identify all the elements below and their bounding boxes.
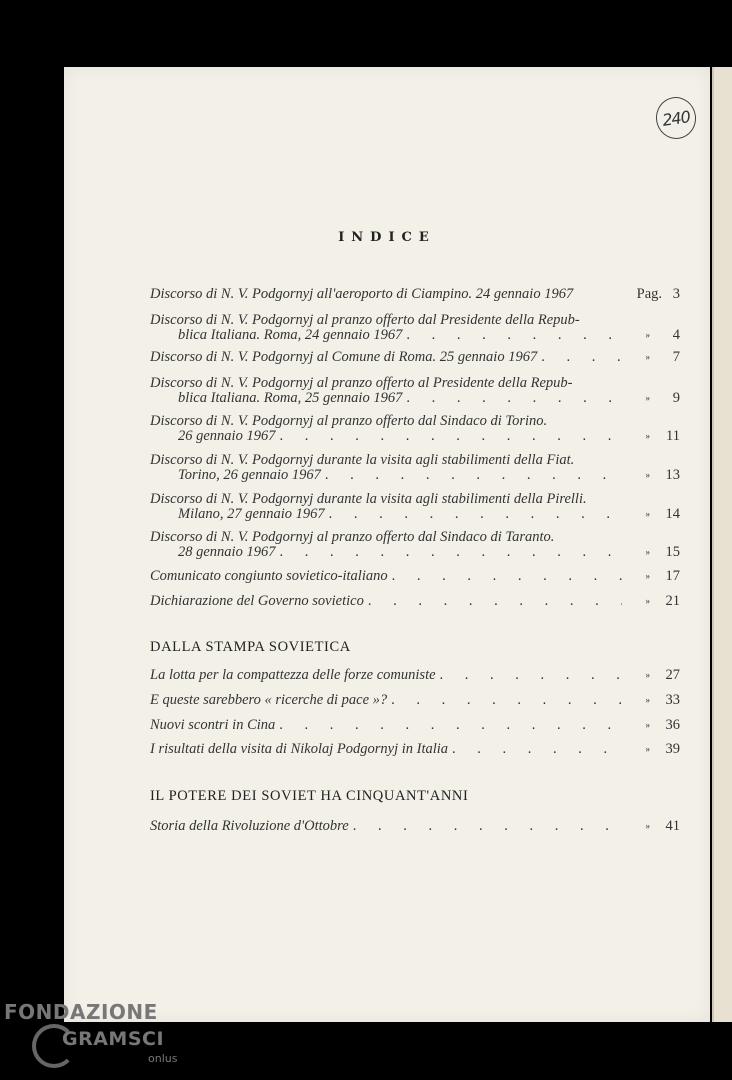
leader-dots xyxy=(452,742,622,757)
toc-entry xyxy=(150,313,680,343)
leader-dots xyxy=(406,328,622,343)
toc-entry-text: Discorso di N. V. Podgornyj al pranzo offerto dal Sindaco di Taranto. xyxy=(150,529,555,545)
toc-entry-page: 14 xyxy=(665,506,680,522)
toc-entry-page: 13 xyxy=(665,467,680,483)
toc-entry-page: 21 xyxy=(665,593,680,609)
ditto-mark: » xyxy=(645,547,650,557)
toc-entry-text: Discorso di N. V. Podgornyj al pranzo offerto dal Presidente della Repub- xyxy=(150,312,580,328)
ditto-mark: » xyxy=(645,596,650,606)
toc-entry-text: Comunicato congiunto sovietico-italiano xyxy=(150,568,388,584)
toc-entry-page: 41 xyxy=(665,818,680,834)
leader-dots xyxy=(368,594,622,609)
toc-entry-page: 36 xyxy=(665,717,680,733)
toc-entry xyxy=(150,287,680,302)
toc-entry-text: Discorso di N. V. Podgornyj durante la visita agli stabilimenti della Fiat. xyxy=(150,452,575,468)
leader-dots xyxy=(279,545,622,560)
toc-entry-text: Nuovi scontri in Cina xyxy=(150,717,276,733)
toc-entry-text: Discorso di N. V. Podgornyj all'aeroporto di Ciampino. 24 gennaio 1967 xyxy=(150,286,574,302)
watermark-line2: GRAMSCI xyxy=(62,1028,165,1050)
ditto-mark: » xyxy=(645,821,650,831)
toc-entry-text: Discorso di N. V. Podgornyj al pranzo offerto al Presidente della Repub- xyxy=(150,375,573,391)
ditto-mark: » xyxy=(645,670,650,680)
leader-dots xyxy=(325,468,622,483)
leader-dots xyxy=(392,569,622,584)
ditto-mark: » xyxy=(645,571,650,581)
toc-entry xyxy=(150,350,680,365)
page-title: INDICE xyxy=(338,230,436,245)
leader-dots xyxy=(279,429,622,444)
toc-entry-text-cont: Torino, 26 gennaio 1967 xyxy=(178,467,321,483)
leader-dots xyxy=(541,350,622,365)
section-heading: IL POTERE DEI SOVIET HA CINQUANT'ANNI xyxy=(150,788,469,804)
ditto-mark: » xyxy=(645,431,650,441)
ditto-mark: » xyxy=(645,352,650,362)
toc-entry xyxy=(150,530,680,560)
toc-entry-text: I risultati della visita di Nikolaj Podgornyj in Italia xyxy=(150,741,449,757)
leader-dots xyxy=(279,718,622,733)
toc-entry xyxy=(150,376,680,406)
toc-entry xyxy=(150,742,680,757)
toc-entry-text: E queste sarebbero « ricerche di pace »? xyxy=(150,692,388,708)
toc-entry xyxy=(150,453,680,483)
toc-entry-text: Discorso di N. V. Podgornyj al pranzo offerto dal Sindaco di Torino. xyxy=(150,413,548,429)
toc-entry-page: 39 xyxy=(665,741,680,757)
toc-entry-text-cont: blica Italiana. Roma, 25 gennaio 1967 xyxy=(178,390,403,406)
leader-dots xyxy=(440,668,622,683)
toc-entry-text: La lotta per la compattezza delle forze comuniste xyxy=(150,667,436,683)
toc-entry-page: 15 xyxy=(665,544,680,560)
pag-label: Pag. xyxy=(636,286,662,302)
toc-entry-page: 9 xyxy=(672,390,680,406)
leader-dots xyxy=(329,507,622,522)
toc-entry xyxy=(150,718,680,733)
ditto-mark: » xyxy=(645,744,650,754)
section-heading: DALLA STAMPA SOVIETICA xyxy=(150,639,351,655)
page-number-stamp: 240 xyxy=(653,94,698,141)
toc-entry xyxy=(150,594,680,609)
toc-entry-text-cont: 26 gennaio 1967 xyxy=(178,428,276,444)
toc-entry xyxy=(150,569,680,584)
fondazione-gramsci-watermark xyxy=(4,1000,194,1080)
toc-entry-page: 7 xyxy=(672,349,680,365)
toc-entry-page: 27 xyxy=(665,667,680,683)
ditto-mark: » xyxy=(645,509,650,519)
toc-entry-text: Storia della Rivoluzione d'Ottobre xyxy=(150,818,349,834)
toc-entry-page: 4 xyxy=(672,327,680,343)
toc-entry xyxy=(150,668,680,683)
toc-entry-page: 11 xyxy=(666,428,680,444)
toc-entry-text: Discorso di N. V. Podgornyj al Comune di Roma. 25 gennaio 1967 xyxy=(150,349,538,365)
toc-entry-text-cont: Milano, 27 gennaio 1967 xyxy=(178,506,325,522)
leader-dots xyxy=(406,391,622,406)
ditto-mark: » xyxy=(645,720,650,730)
toc-entry-text-cont: 28 gennaio 1967 xyxy=(178,544,276,560)
document-page xyxy=(64,67,710,1022)
ditto-mark: » xyxy=(645,695,650,705)
watermark-line1: FONDAZIONE xyxy=(4,1000,158,1024)
toc-entry xyxy=(150,693,680,708)
toc-entry-page: 17 xyxy=(665,568,680,584)
ditto-mark: » xyxy=(645,393,650,403)
toc-entry xyxy=(150,819,680,834)
toc-entry-text: Dichiarazione del Governo sovietico xyxy=(150,593,364,609)
leader-dots xyxy=(391,693,622,708)
ditto-mark: » xyxy=(645,330,650,340)
toc-entry-text: Discorso di N. V. Podgornyj durante la visita agli stabilimenti della Pirelli. xyxy=(150,491,587,507)
toc-entry xyxy=(150,414,680,444)
toc-entry-page: 3 xyxy=(672,286,680,302)
ditto-mark: » xyxy=(645,470,650,480)
watermark-line3: onlus xyxy=(148,1052,178,1065)
toc-entry-text-cont: blica Italiana. Roma, 24 gennaio 1967 xyxy=(178,327,403,343)
toc-entry xyxy=(150,492,680,522)
leader-dots xyxy=(353,819,622,834)
adjacent-page-edge xyxy=(712,67,732,1022)
toc-entry-page: 33 xyxy=(665,692,680,708)
